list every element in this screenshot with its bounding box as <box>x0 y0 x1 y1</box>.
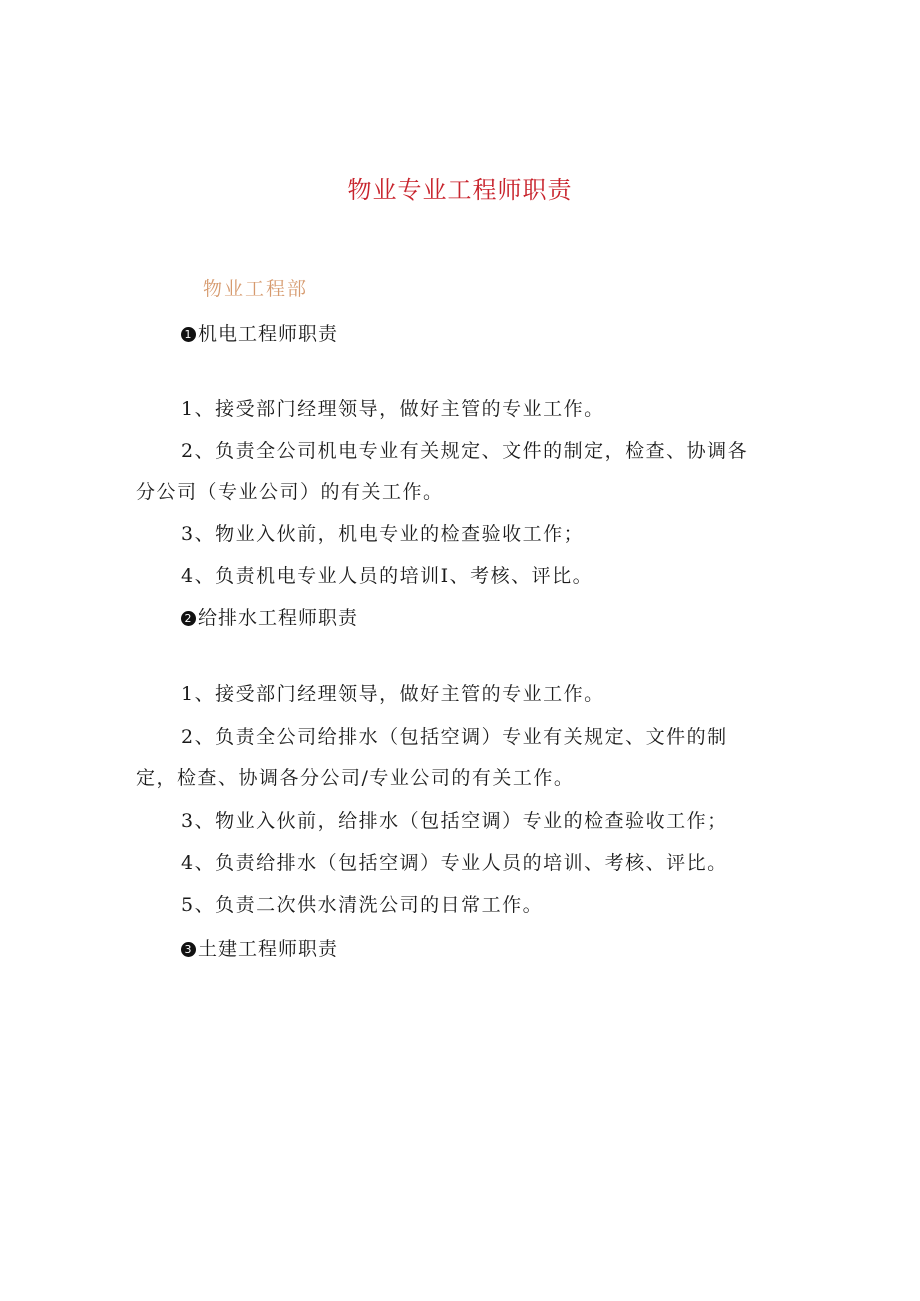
number-bullet-icon: 3 <box>181 942 196 957</box>
list-item: 4、负责机电专业人员的培训I、考核、评比。 <box>181 565 594 587</box>
list-item: 1、接受部门经理领导，做好主管的专业工作。 <box>181 683 605 705</box>
number-bullet-icon: 2 <box>181 611 196 626</box>
section-heading-text: 土建工程师职责 <box>198 938 339 960</box>
section-heading-text: 给排水工程师职责 <box>198 607 359 629</box>
section-heading-text: 机电工程师职责 <box>198 323 339 345</box>
list-item: 2、负责全公司机电专业有关规定、文件的制定，检查、协调各分公司（专业公司）的有关工作。 <box>136 440 749 503</box>
list-item: 3、物业入伙前，机电专业的检查验收工作； <box>181 523 585 545</box>
section-heading-electromechanical <box>181 319 338 346</box>
section-heading-civil <box>181 934 338 961</box>
list-item: 5、负责二次供水清洗公司的日常工作。 <box>181 894 544 916</box>
list-item: 1、接受部门经理领导，做好主管的专业工作。 <box>181 398 605 420</box>
list-item: 2、负责全公司给排水（包括空调）专业有关规定、文件的制定，检查、协调各分公司/专业公司的有关工作。 <box>136 726 728 789</box>
department-label: 物业工程部 <box>203 278 309 300</box>
list-item: 3、物业入伙前，给排水（包括空调）专业的检查验收工作； <box>181 810 728 832</box>
document-title: 物业专业工程师职责 <box>347 176 573 204</box>
list-item: 4、负责给排水（包括空调）专业人员的培训、考核、评比。 <box>181 852 728 874</box>
section-heading-plumbing <box>181 603 358 630</box>
number-bullet-icon: 1 <box>181 327 196 342</box>
